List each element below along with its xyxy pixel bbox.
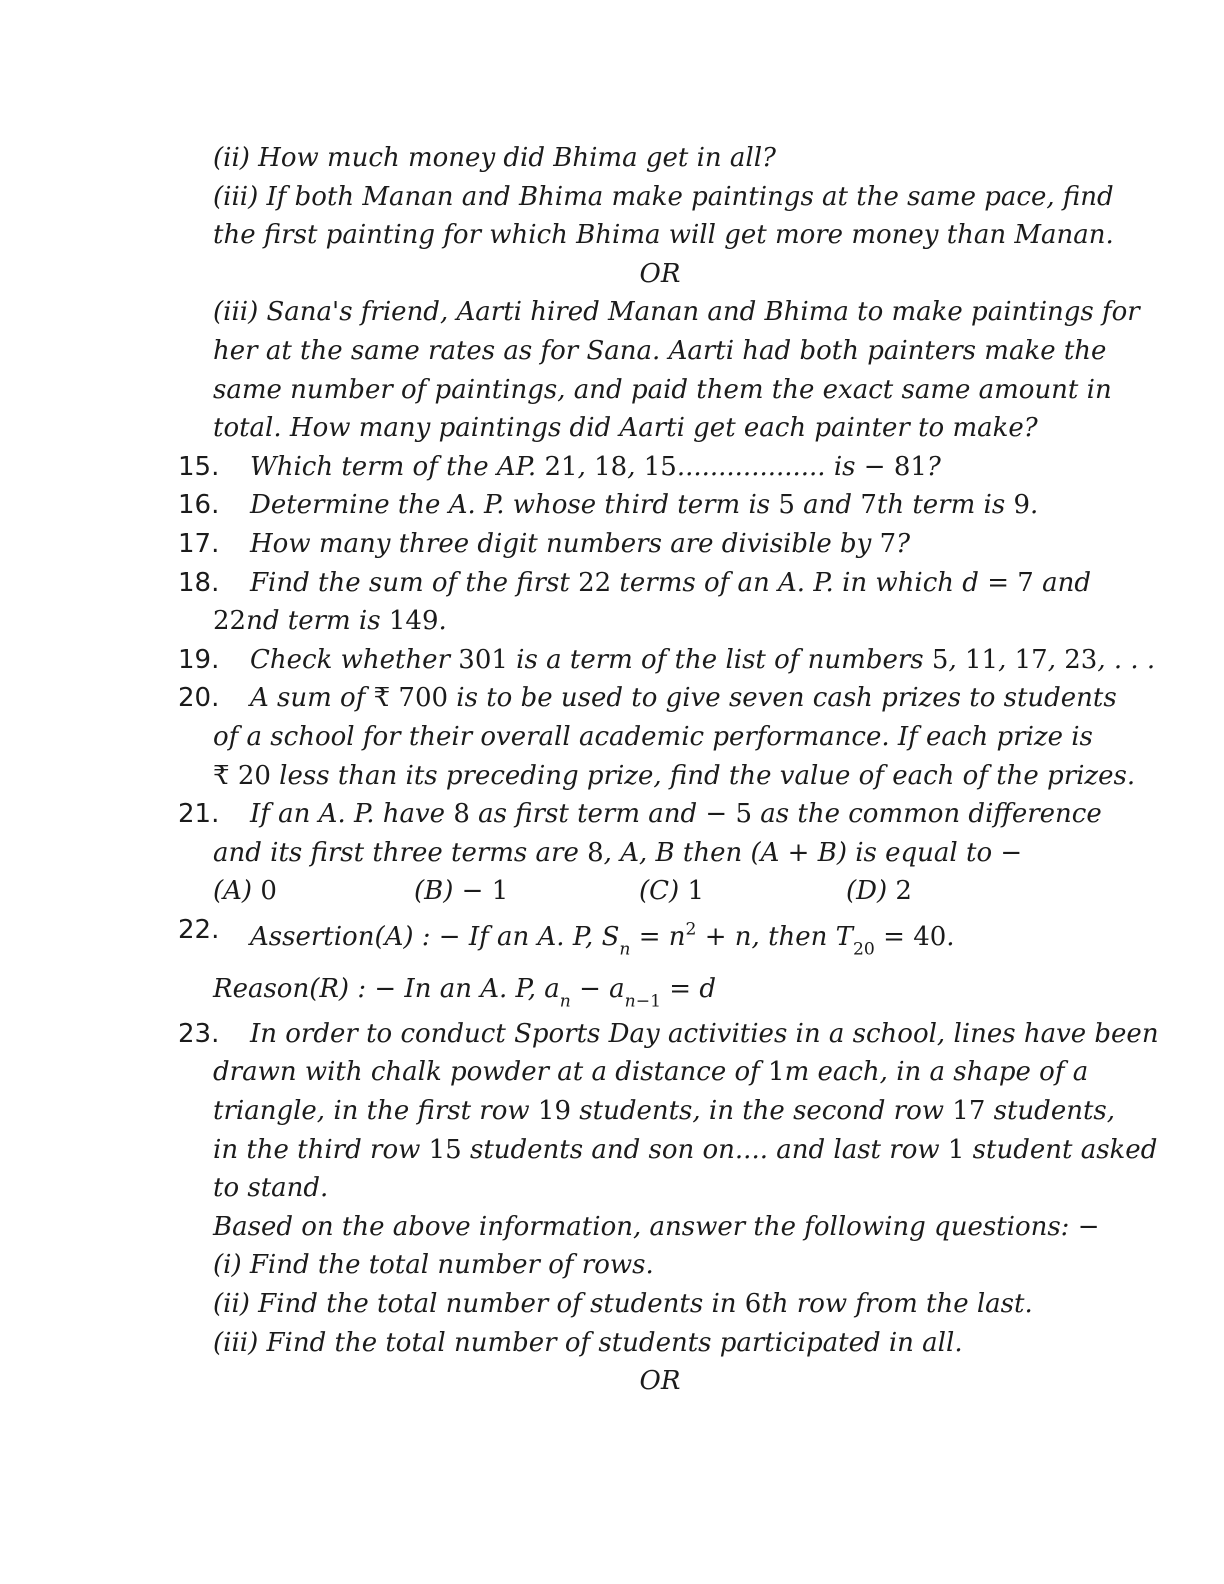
or-separator [213, 1362, 1164, 1401]
paragraph-block [213, 139, 1164, 178]
question-line: Reason(R) : − In an A. P, $a_n - a_{n-1} = d$ [213, 973, 717, 1012]
question-line: (ii) Find the total number of students in 6th row from the last. [213, 1289, 1033, 1320]
or-separator [213, 255, 1164, 294]
question-22 [178, 911, 1164, 1015]
question-line: (i) Find the total number of rows. [213, 1250, 654, 1281]
option-D: (D) 2 [846, 876, 912, 907]
question-number: 22. [178, 914, 220, 945]
question-line: If an A. P. have 8 as first term and − 5 as the common difference [250, 799, 1102, 830]
question-19 [178, 641, 1164, 680]
option-B: (B) − 1 [414, 876, 509, 907]
question-17 [178, 525, 1164, 564]
question-line: of a school for their overall academic performance. If each prize is [213, 721, 1093, 752]
question-number: 18. [178, 567, 220, 598]
question-line: Check whether 301 is a term of the list of numbers 5, 11, 17, 23, . . . [250, 644, 1156, 675]
question-line: Based on the above information, answer the following questions: − [213, 1211, 1100, 1242]
question-line: triangle, in the first row 19 students, in the second row 17 students, [213, 1096, 1116, 1127]
question-line: Find the sum of the first 22 terms of an A. P. in which d = 7 and [250, 567, 1091, 598]
question-line: Determine the A. P. whose third term is 5 and 7th term is 9. [250, 490, 1039, 521]
question-line: In order to conduct Sports Day activities in a school, lines have been [250, 1018, 1159, 1049]
question-line: Which term of the AP. 21, 18, 15.................. is − 81? [250, 451, 941, 482]
or-separator-text: OR [639, 1366, 681, 1397]
paragraph-line: the first painting for which Bhima will get more money than Manan. [213, 220, 1114, 251]
question-number: 23. [178, 1018, 220, 1049]
option-A: (A) 0 [213, 876, 277, 907]
paragraph-line: (iii) Sana's friend, Aarti hired Manan and Bhima to make paintings for [213, 297, 1140, 328]
paragraph-line: (ii) How much money did Bhima get in all? [213, 143, 776, 173]
question-number: 19. [178, 644, 220, 675]
question-line: and its first three terms are 8, A, B then (A + B) is equal to − [213, 837, 1023, 868]
question-line: ₹ 20 less than its preceding prize, find the value of each of the prizes. [213, 760, 1136, 791]
question-line: A sum of ₹ 700 is to be used to give seven cash prizes to students [250, 683, 1117, 714]
question-line: 22nd term is 149. [213, 606, 447, 637]
question-line: to stand. [213, 1173, 329, 1204]
option-C: (C) 1 [639, 876, 704, 907]
question-line: in the third row 15 students and son on.... and last row 1 student asked [213, 1134, 1158, 1165]
question-number: 15. [178, 451, 220, 482]
question-20 [178, 679, 1164, 795]
question-number: 17. [178, 528, 220, 559]
question-21 [178, 795, 1164, 872]
question-line: drawn with chalk powder at a distance of 1m each, in a shape of a [213, 1057, 1089, 1088]
paragraph-block [213, 293, 1164, 447]
question-18 [178, 564, 1164, 641]
paragraph-line: (iii) If both Manan and Bhima make paintings at the same pace, find [213, 181, 1114, 212]
paragraph-block [213, 178, 1164, 255]
question-number: 20. [178, 683, 220, 714]
paragraph-line: same number of paintings, and paid them the exact same amount in [213, 374, 1112, 405]
question-line: Assertion(A) : − If an A. P, $S_n = n^2 + n$, then $T_{20} = 40$. [250, 919, 955, 960]
question-23 [178, 1015, 1164, 1362]
question-21-options-row [213, 872, 1164, 911]
question-number: 21. [178, 799, 220, 830]
question-15 [178, 448, 1164, 487]
question-number: 16. [178, 490, 220, 521]
question-line: How many three digit numbers are divisible by 7? [250, 528, 911, 559]
question-16 [178, 486, 1164, 525]
paragraph-line: her at the same rates as for Sana. Aarti had both painters make the [213, 335, 1107, 366]
question-line: (iii) Find the total number of students participated in all. [213, 1327, 963, 1358]
paragraph-line: total. How many paintings did Aarti get each painter to make? [213, 413, 1038, 444]
or-separator-text: OR [639, 258, 681, 289]
